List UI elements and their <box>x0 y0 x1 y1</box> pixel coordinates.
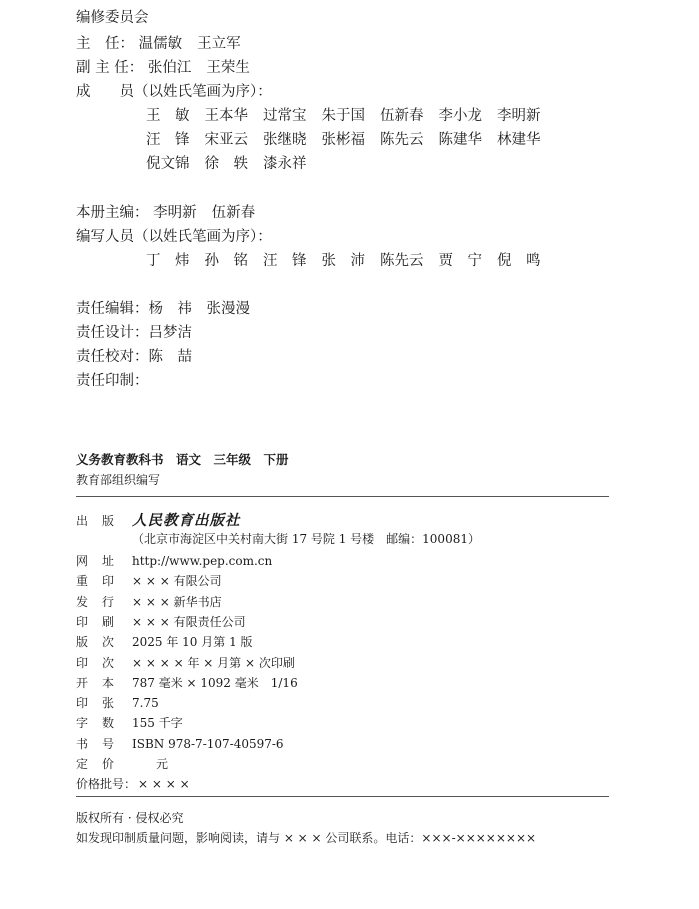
imprint-row <box>76 695 159 711</box>
publisher-logo: 人民教育出版社 <box>132 512 241 529</box>
imprint-value: 7.75 <box>132 696 159 710</box>
imprint-label: 发 行 <box>76 595 114 609</box>
imprint-label: 字 数 <box>76 716 114 730</box>
responsible-print: 责任印制： <box>76 373 149 389</box>
imprint-row <box>76 715 183 731</box>
chief-editor-name: 伍新春 <box>211 205 256 221</box>
writer-name: 贾 宁 <box>438 253 482 269</box>
imprint-value: 155 千字 <box>132 716 183 730</box>
members-row <box>146 154 322 174</box>
member-name: 徐 轶 <box>204 156 248 172</box>
deputy-label: 副 主 任： <box>76 60 144 76</box>
member-name: 王 敏 <box>146 108 190 124</box>
imprint-row <box>76 756 168 772</box>
imprint-label: 定 价 <box>76 757 114 771</box>
divider <box>76 796 609 797</box>
imprint-label: 重 印 <box>76 574 114 588</box>
members-row <box>146 130 556 150</box>
imprint-row <box>76 776 190 792</box>
member-name: 李小龙 <box>438 108 482 124</box>
writer-name: 孙 铭 <box>204 253 248 269</box>
member-name: 张继晓 <box>263 132 307 148</box>
imprint-label: 印 张 <box>76 696 114 710</box>
deputy-name: 王荣生 <box>206 60 250 76</box>
imprint-row <box>76 675 298 691</box>
responsible-proof: 责任校对：陈 喆 <box>76 349 192 365</box>
imprint-label: 网 址 <box>76 554 114 568</box>
imprint-row <box>76 614 246 630</box>
member-name: 林建华 <box>497 132 541 148</box>
member-name: 张彬福 <box>321 132 365 148</box>
writers-label: 编写人员（以姓氏笔画为序）： <box>76 229 272 245</box>
responsible-editor: 责任编辑：杨 祎 张漫漫 <box>76 301 250 317</box>
imprint-row <box>76 531 480 547</box>
deputy-row <box>76 58 265 78</box>
imprint-value: × × × 新华书店 <box>132 595 222 609</box>
member-name: 漆永祥 <box>263 156 307 172</box>
imprint-row <box>76 573 222 589</box>
member-name: 伍新春 <box>380 108 424 124</box>
imprint-value: ISBN 978-7-107-40597-6 <box>132 737 284 751</box>
imprint-row <box>76 513 241 529</box>
imprint-row <box>76 634 253 650</box>
compiled-by: 教育部组织编写 <box>76 473 161 487</box>
committee-heading: 编修委员会 <box>76 10 149 26</box>
imprint-value: 2025 年 10 月第 1 版 <box>132 635 253 649</box>
imprint-label: 版 次 <box>76 635 114 649</box>
rights-notice: 版权所有 · 侵权必究 <box>76 811 184 825</box>
director-name: 温儒敏 <box>138 36 183 52</box>
imprint-value: × × × × 年 × 月第 × 次印刷 <box>132 656 295 670</box>
writer-name: 张 沛 <box>321 253 365 269</box>
imprint-row <box>76 736 284 752</box>
writers-row <box>146 251 556 271</box>
imprint-row <box>76 594 222 610</box>
imprint-value: × × × × <box>138 777 190 791</box>
imprint-label: 印 次 <box>76 656 114 670</box>
member-name: 陈建华 <box>438 132 482 148</box>
director-label: 主 任： <box>76 36 134 52</box>
deputy-name: 张伯江 <box>147 60 192 76</box>
member-name: 过常宝 <box>263 108 307 124</box>
member-name: 王本华 <box>204 108 248 124</box>
member-name: 陈先云 <box>380 132 424 148</box>
imprint-value: × × × 有限责任公司 <box>132 615 246 629</box>
member-name: 倪文锦 <box>146 156 190 172</box>
member-name: 宋亚云 <box>204 132 248 148</box>
director-name: 王立军 <box>197 36 241 52</box>
writer-name: 陈先云 <box>380 253 424 269</box>
chief-editor-row <box>76 203 270 223</box>
imprint-row <box>76 655 295 671</box>
imprint-value: × × × 有限公司 <box>132 574 222 588</box>
responsible-design: 责任设计：吕梦洁 <box>76 325 192 341</box>
chief-editor-name: 李明新 <box>153 205 197 221</box>
writer-name: 倪 鸣 <box>497 253 541 269</box>
imprint-label: 印 刷 <box>76 615 114 629</box>
writer-name: 汪 锋 <box>263 253 307 269</box>
imprint-label: 书 号 <box>76 737 114 751</box>
divider <box>76 496 609 497</box>
member-name: 李明新 <box>497 108 541 124</box>
imprint-value: （北京市海淀区中关村南大街 17 号院 1 号楼 邮编：100081） <box>132 532 480 546</box>
imprint-label: 开 本 <box>76 676 114 690</box>
imprint-value: http://www.pep.com.cn <box>132 554 273 568</box>
chief-editor-label: 本册主编： <box>76 205 149 221</box>
imprint-label: 出 版 <box>76 514 114 528</box>
director-row <box>76 34 256 54</box>
imprint-value: 787 毫米 × 1092 毫米 1/16 <box>132 676 298 690</box>
imprint-row <box>76 553 272 569</box>
writer-name: 丁 炜 <box>146 253 190 269</box>
member-name: 汪 锋 <box>146 132 190 148</box>
members-label: 成 员（以姓氏笔画为序）： <box>76 84 272 100</box>
imprint-label: 价格批号： <box>76 777 137 791</box>
member-name: 朱于国 <box>321 108 365 124</box>
imprint-value: 元 <box>132 757 169 771</box>
quality-notice: 如发现印制质量问题，影响阅读，请与 × × × 公司联系。电话：×××-×××××××× <box>76 831 537 845</box>
book-title: 义务教育教科书 语文 三年级 下册 <box>76 452 289 467</box>
members-row <box>146 106 556 126</box>
